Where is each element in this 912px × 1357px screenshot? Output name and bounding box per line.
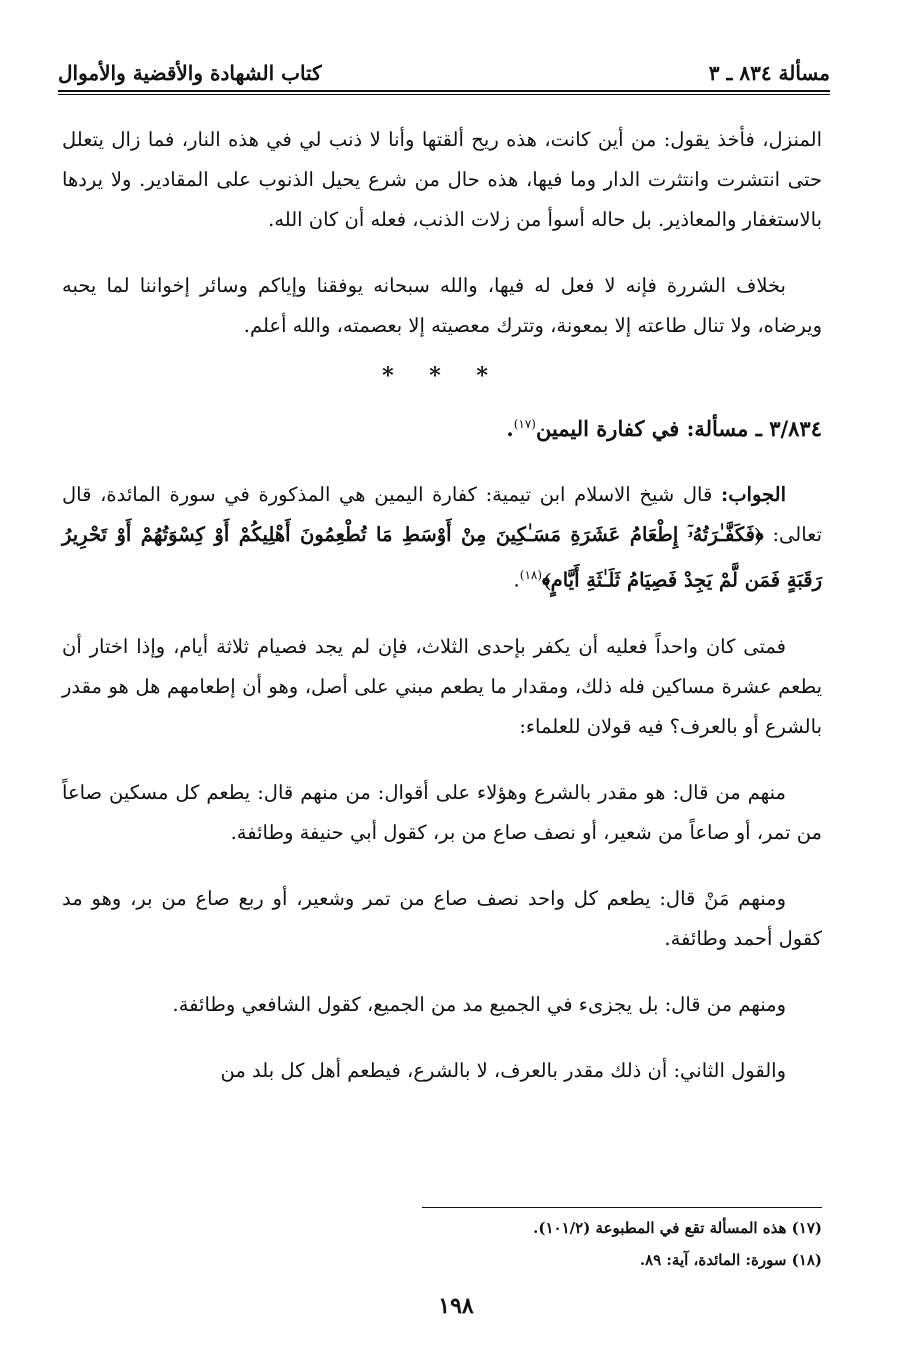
footnotes bbox=[62, 1212, 822, 1276]
issue-reference: مسألة ٨٣٤ ـ ٣ bbox=[708, 61, 830, 85]
footnote-rule bbox=[422, 1207, 822, 1208]
body-text bbox=[62, 120, 822, 1091]
paragraph-8: والقول الثاني: أن ذلك مقدر بالعرف، لا بالشرع، فيطعم أهل كل بلد من bbox=[220, 1058, 786, 1082]
book-title: كتاب الشهادة والأقضية والأموال bbox=[58, 61, 322, 85]
header-rule bbox=[58, 90, 830, 92]
paragraph-1: المنزل، فأخذ يقول: من أين كانت، هذه ريح ألقتها وأنا لا ذنب لي في هذه النار، فما زال يتعلل حتى انتشرت وانتثرت الدار وما فيها، هذه حال من شرع يحيل الذنوب على المقادير. ولا يردها بالاستغفار والمعاذير. بل حاله أسوأ من زلات الذنب، فعله أن كان الله. bbox=[62, 128, 822, 231]
paragraph-4: فمتى كان واحداً فعليه أن يكفر بإحدى الثلاث، فإن لم يجد فصيام ثلاثة أيام، وإذا اختار أن يطعم عشرة مساكين فله ذلك، ومقدار ما يطعم مبني على أصل، وهو أن إطعامهم هل هو مقدر بالشرع أو بالعرف؟ فيه قولان للعلماء: bbox=[62, 634, 822, 738]
quran-verse: ﴿فَكَفَّـٰرَتُهُۥٓ إِطْعَامُ عَشَرَةِ مَسَـٰكِينَ مِنْ أَوْسَطِ مَا تُطْعِمُونَ أَهْلِيكُمْ أَوْ كِسْوَتُهُمْ أَوْ تَحْرِيرُ رَقَبَةٍ فَمَن لَّمْ يَجِدْ فَصِيَامُ ثَلَـٰثَةِ أَيَّامٍ﴾ bbox=[62, 523, 822, 592]
answer-paragraph: الجواب: قال شيخ الاسلام ابن تيمية: كفارة اليمين هي المذكورة في سورة المائدة، قال تعالى: ﴿فَكَفَّـٰرَتُهُۥٓ إِطْعَامُ عَشَرَةِ مَسَـٰكِينَ مِنْ أَوْسَطِ مَا تُطْعِمُونَ أَهْلِيكُمْ أَوْ كِسْوَتُهُمْ أَوْ تَحْرِيرُ رَقَبَةٍ فَمَن لَّمْ يَجِدْ فَصِيَامُ ثَلَـٰثَةِ أَيَّامٍ﴾$^{(١٨)}$. bbox=[62, 483, 823, 592]
footnote-18: (١٨) سورة: المائدة، آية: ٨٩. bbox=[639, 1251, 822, 1269]
paragraph-6: ومنهم مَنْ قال: يطعم كل واحد نصف صاع من تمر وشعير، أو ربع صاع من بر، وهو مد كقول أحمد وطائفة. bbox=[62, 886, 822, 950]
running-header bbox=[58, 58, 830, 88]
issue-heading-text: ٣/٨٣٤ ـ مسألة: في كفارة اليمين bbox=[535, 416, 822, 441]
footnote-ref-17: (١٧) bbox=[513, 417, 536, 431]
footnote-17: (١٧) هذه المسألة تقع في المطبوعة (١٠١/٢). bbox=[533, 1219, 822, 1237]
answer-label: الجواب: bbox=[721, 483, 786, 506]
page-number: ١٩٨ bbox=[438, 1293, 474, 1319]
paragraph-2: بخلاف الشررة فإنه لا فعل له فيها، والله سبحانه يوفقنا وإياكم وسائر إخواننا لما يحبه ويرضاه، ولا تنال طاعته إلا بمعونة، وتترك معصيته إلا بعصمته، والله أعلم. bbox=[62, 274, 822, 337]
header-rule-thin bbox=[58, 94, 830, 95]
footnote-ref-18: (١٨) bbox=[519, 568, 543, 582]
issue-heading: ٣/٨٣٤ ـ مسألة: في كفارة اليمين$^{(١٧)}$. bbox=[506, 416, 822, 441]
paragraph-5: منهم من قال: هو مقدر بالشرع وهؤلاء على أقوال: من منهم قال: يطعم كل مسكين صاعاً من تمر، أو صاعاً من شعير، أو نصف صاع من بر، كقول أبي حنيفة وطائفة. bbox=[62, 780, 822, 844]
answer-text: قال شيخ الاسلام ابن تيمية: كفارة اليمين هي المذكورة في سورة المائدة، قال تعالى: bbox=[62, 483, 823, 546]
section-separator: * * * bbox=[382, 363, 502, 389]
paragraph-7: ومنهم من قال: بل يجزىء في الجميع مد من الجميع، كقول الشافعي وطائفة. bbox=[172, 992, 786, 1016]
